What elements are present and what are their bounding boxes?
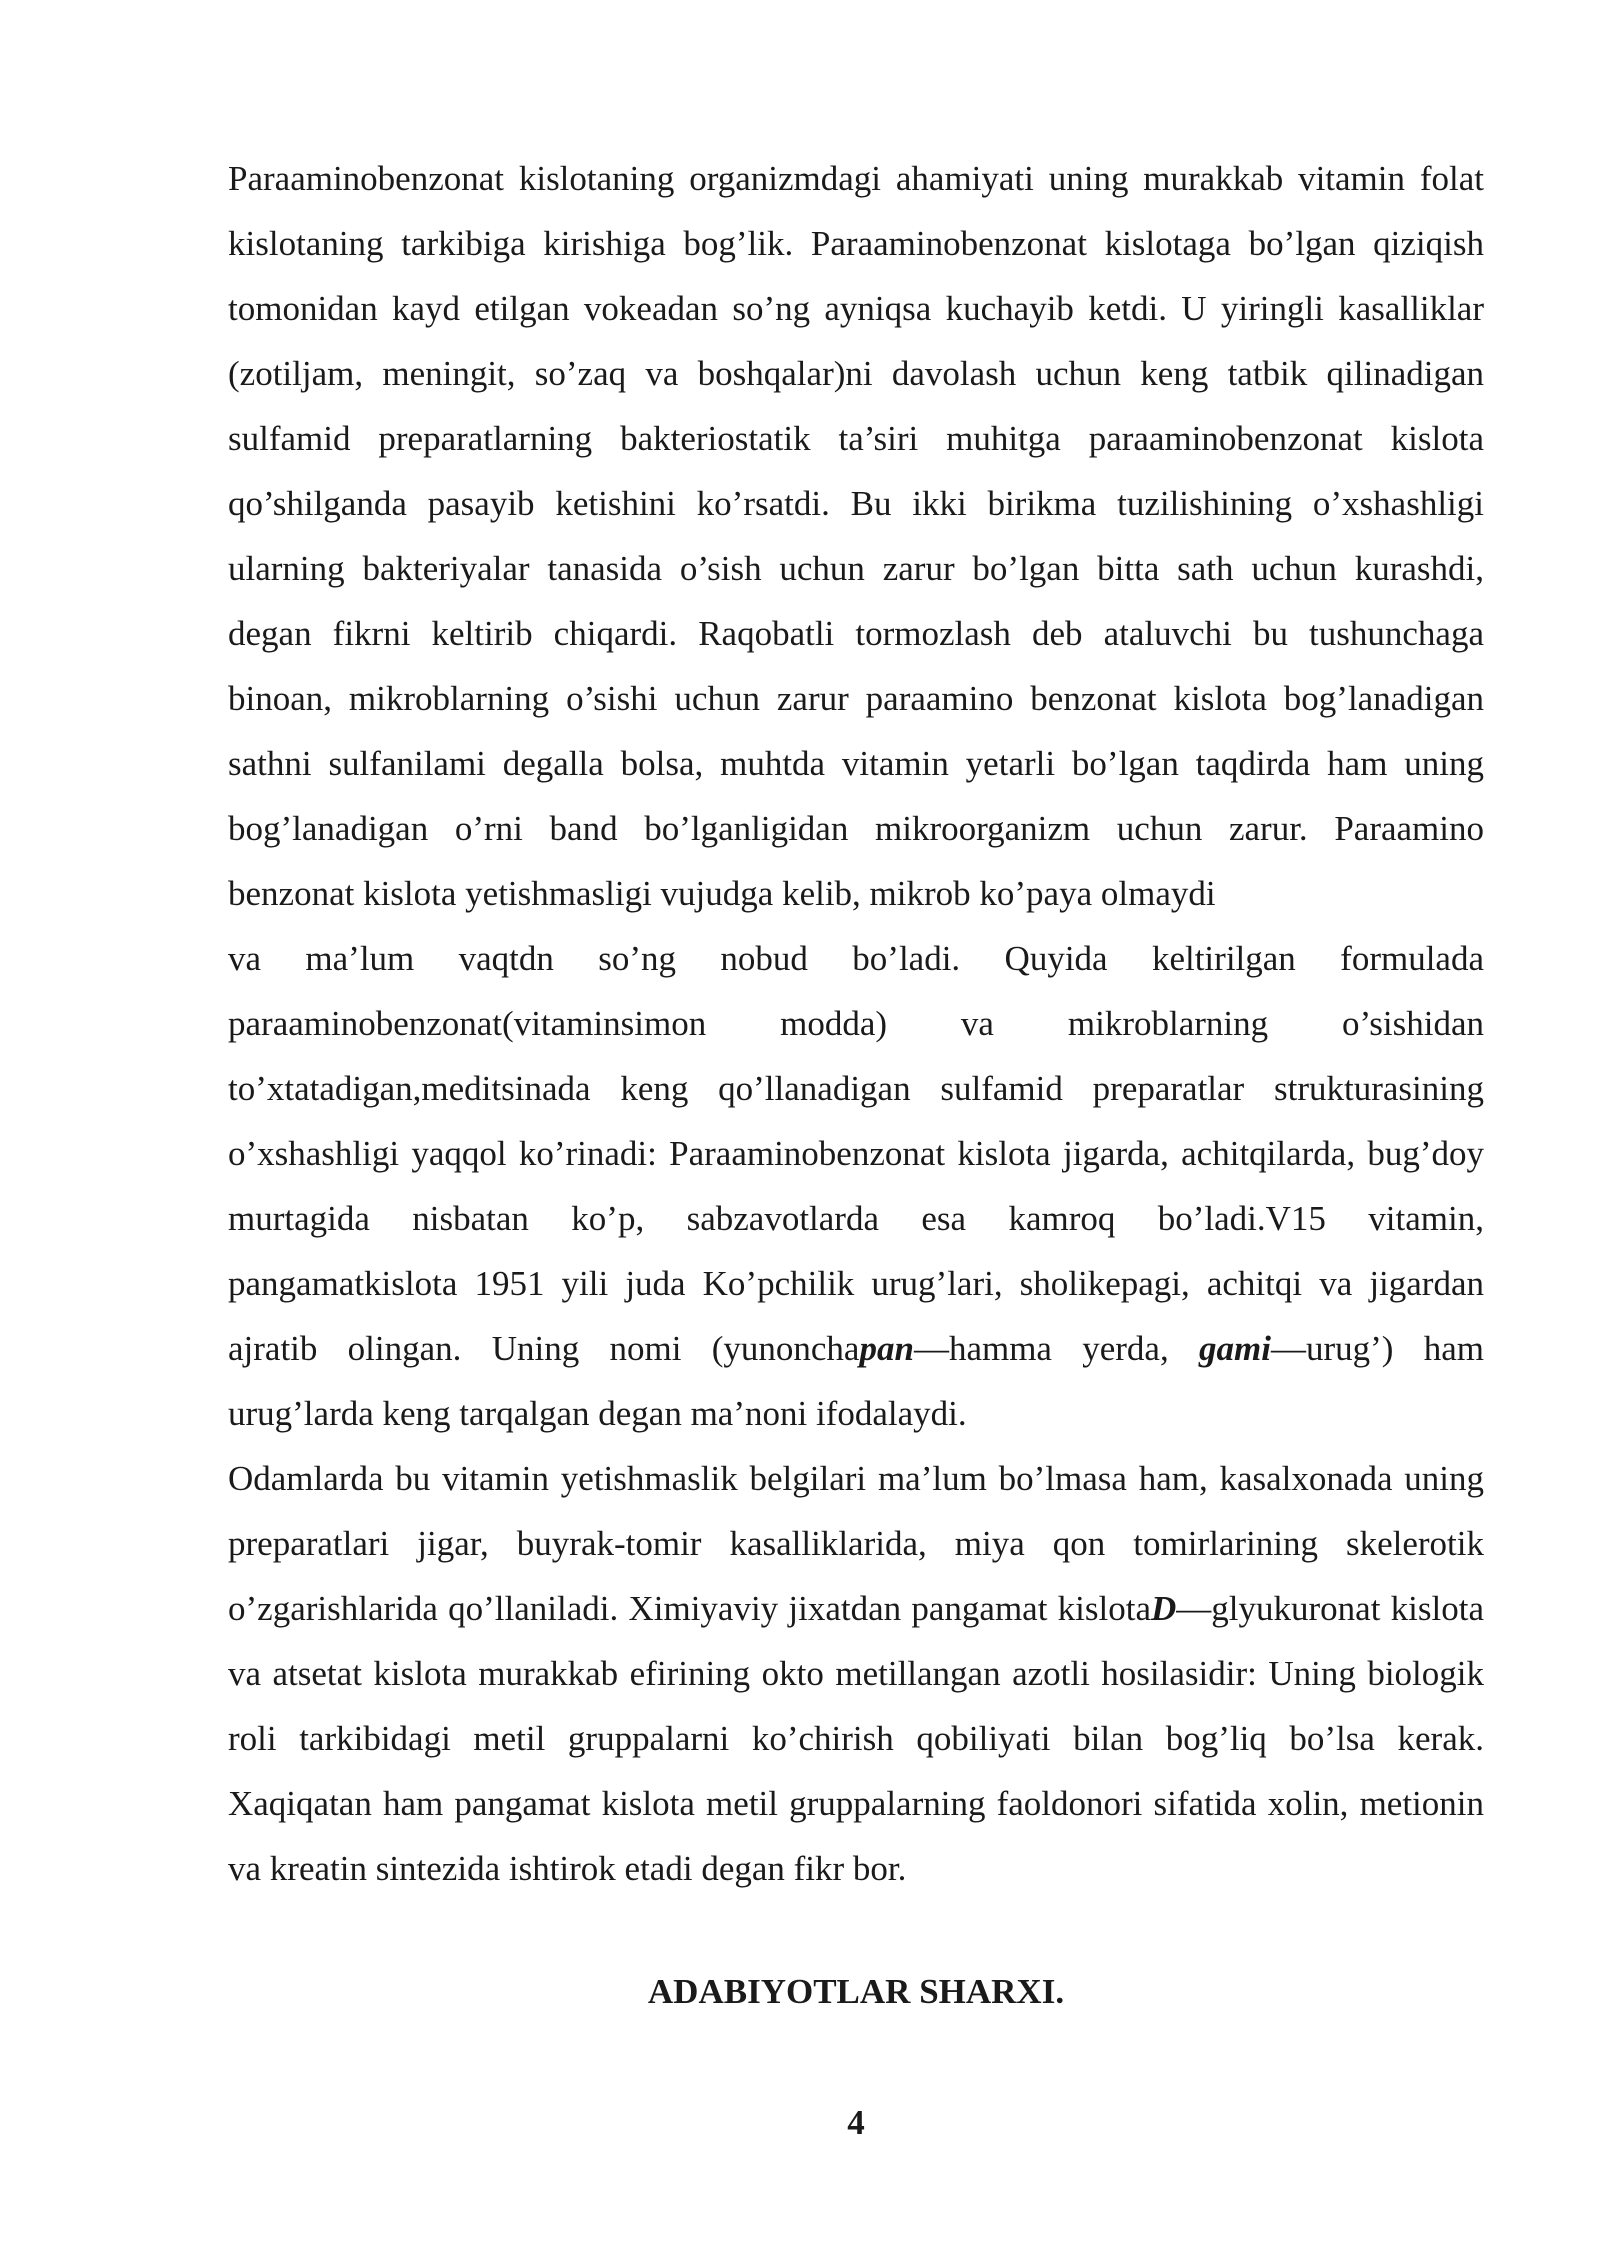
paragraph-1 <box>228 146 1484 926</box>
section-heading: ADABIYOTLAR SHARXI. <box>647 1972 1065 2011</box>
paragraph-3 <box>228 1446 1484 1901</box>
body-text <box>228 146 1484 1901</box>
paragraph-2-text-middle: —hamma yerda, <box>913 1329 1200 1368</box>
term-pan: pan <box>859 1329 914 1368</box>
paragraph-2 <box>228 926 1484 1446</box>
paragraph-3-text-start: Odamlarda bu vitamin yetishmaslik belgilari ma’lum bo’lmasa ham, kasalxonada uning preparatlari jigar, buyrak-tomir kasalliklarida, miya qon tomirlarining skelerotik o’zgarishlarida qo’llaniladi. Ximiyaviy jixatdan pangamat kislota <box>228 1459 1484 1628</box>
paragraph-2-text-end: —urug’) ham urug’larda keng tarqalgan degan ma’noni ifodalaydi. <box>228 1329 1484 1433</box>
paragraph-3-text-end: —glyukuronat kislota va atsetat kislota murakkab efirining okto metillangan azotli hosilasidir: Uning biologik roli tarkibidagi metil gruppalarni ko’chirish qobiliyati bilan bog’liq bo’lsa kerak. Xaqiqatan ham pangamat kislota metil gruppalarning faoldonori sifatida xolin, metionin va kreatin sintezida ishtirok etadi degan fikr bor. <box>228 1589 1484 1888</box>
paragraph-2-text-start: va ma’lum vaqtdn so’ng nobud bo’ladi. Quyida keltirilgan formulada paraaminobenzonat(vitaminsimon modda) va mikroblarning o’sishidan to’xtatadigan,meditsinada keng qo’llanadigan sulfamid preparatlar strukturasining o’xshashligi yaqqol ko’rinadi: Paraaminobenzonat kislota jigarda, achitqilarda, bug’doy murtagida nisbatan ko’p, sabzavotlarda esa kamroq bo’ladi.V15 vitamin, pangamatkislota 1951 yili juda Ko’pchilik urug’lari, sholikepagi, achitqi va jigardan ajratib olingan. Uning nomi (yunoncha <box>228 939 1484 1368</box>
paragraph-1-text: Paraaminobenzonat kislotaning organizmdagi ahamiyati uning murakkab vitamin folat kislotaning tarkibiga kirishiga bog’lik. Paraaminobenzonat kislotaga bo’lgan qiziqish tomonidan kayd etilgan vokeadan so’ng ayniqsa kuchayib ketdi. U yiringli kasalliklar (zotiljam, meningit, so’zaq va boshqalar)ni davolash uchun keng tatbik qilinadigan sulfamid preparatlarning bakteriostatik ta’siri muhitga paraaminobenzonat kislota qo’shilganda pasayib ketishini ko’rsatdi. Bu ikki birikma tuzilishining o’xshashligi ularning bakteriyalar tanasida o’sish uchun zarur bo’lgan bitta sath uchun kurashdi, degan fikrni keltirib chiqardi. Raqobatli tormozlash deb ataluvchi bu tushunchaga binoan, mikroblarning o’sishi uchun zarur paraamino benzonat kislota bog’lanadigan sathni sulfanilami degalla bolsa, muhtda vitamin yetarli bo’lgan taqdirda ham uning bog’lanadigan o’rni band bo’lganligidan mikroorganizm uchun zarur. Paraamino benzonat kislota yetishmasligi vujudga kelib, mikrob ko’paya olmaydi <box>228 159 1484 913</box>
page-number: 4 <box>847 2103 865 2142</box>
term-gami: gami <box>1199 1329 1271 1368</box>
term-d: D <box>1151 1589 1177 1628</box>
